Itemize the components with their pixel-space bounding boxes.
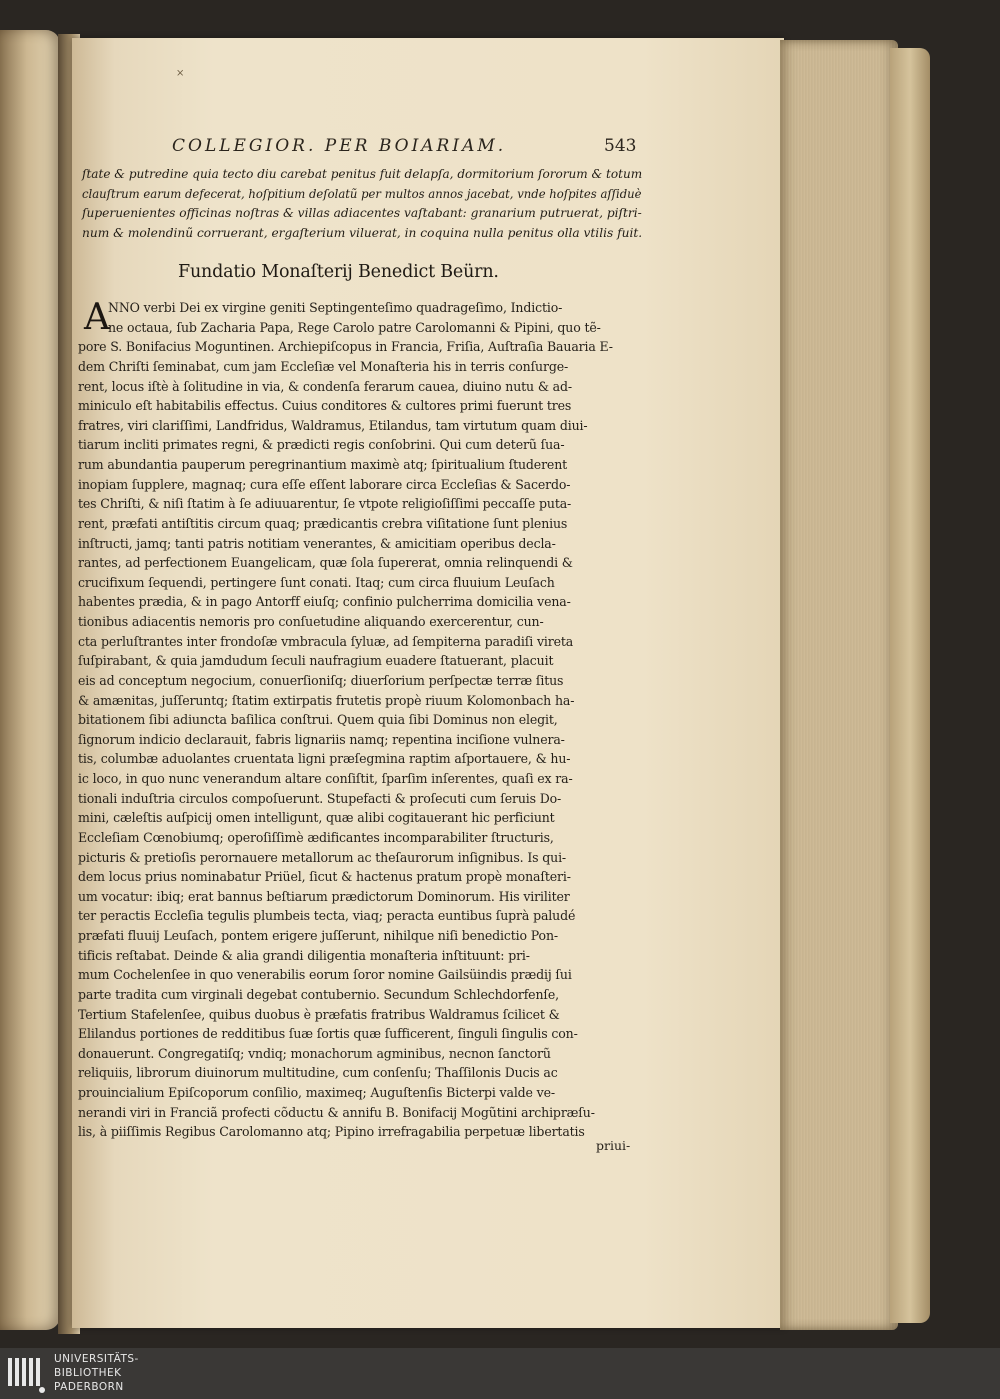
text-line: crucifixum ſequendi, pertingere ſunt conati. Itaq; cum circa fluuium Leuſach: [78, 574, 555, 590]
text-line: ter peractis Eccleſia tegulis plumbeis tecta, viaq; peracta euntibus ſuprà paludé: [78, 908, 576, 924]
left-page-edge: [0, 30, 60, 1330]
text-line: inſtructi, jamq; tanti patris notitiam venerantes, & amicitiam operibus decla-: [78, 535, 556, 551]
library-line: UNIVERSITÄTS-: [54, 1353, 139, 1365]
text-line: eis ad conceptum negocium, conuerſioniſq; diuerſorium perſpectæ terræ ſitus: [78, 672, 564, 688]
text-line: ſuperuenientes officinas noſtras & villas adiacentes vaſtabant: granarium putruerat, piſtri-: [82, 206, 642, 220]
text-line: lis, à piiſſimis Regibus Carolomanno atq; Pipino irrefragabilia perpetuæ libertatis: [78, 1124, 585, 1140]
text-line: mum Cochelenſee in quo venerabilis eorum ſoror nomine Gailsüindis prædij ſui: [78, 967, 572, 983]
text-line: bitationem ſibi adiuncta baſilica conſtrui. Quem quia ſibi Dominus non elegit,: [78, 712, 558, 728]
continuation-paragraph: [82, 165, 642, 243]
text-line: tis, columbæ aduolantes cruentata ligni præſegmina raptim aſportauere, & hu-: [78, 751, 571, 767]
text-line: rum abundantia pauperum peregrinantium maximè atq; ſpiritualium ſtuderent: [78, 457, 568, 472]
text-line: dem Chriſti ſeminabat, cum jam Eccleſiæ vel Monaſteria his in terris conſurge-: [78, 358, 569, 374]
text-line: tificis reſtabat. Deinde & alia grandi diligentia monaſteria inſtituunt: pri-: [78, 947, 530, 963]
text-line: rent, locus iſtè à ſolitudine in via, & condenſa ferarum cauea, diuino nutu & ad-: [78, 378, 572, 394]
text-line: rantes, ad perfectionem Euangelicam, quæ ſola ſupererat, omnia relinquendi &: [78, 555, 573, 571]
printer-mark: ×: [176, 68, 185, 79]
running-head: COLLEGIOR. PER BOIARIAM.: [172, 136, 507, 156]
library-line: BIBLIOTHEK: [54, 1367, 122, 1379]
text-line: mini, cæleſtis auſpicij omen intelligunt, quæ alibi cogitauerant hic perficiunt: [78, 810, 555, 826]
text-line: parte tradita cum virginali degebat contubernio. Secundum Schlechdorfenſe,: [78, 986, 559, 1002]
text-line: Eccleſiam Cœnobiumq; operoſiſſimè ædificantes incomparabiliter ſtructuris,: [78, 829, 554, 845]
text-line: picturis & pretioſis perornauere metallorum ac theſaurorum inſignibus. Is qui-: [78, 849, 567, 865]
text-line: tiarum incliti primates regni, & prædicti regis conſobrini. Qui cum deterũ ſua-: [78, 437, 565, 453]
text-line: num & molendinũ corruerant, ergaſterium viluerat, in coquina nulla penitus olla vtilis fuit.: [82, 225, 643, 240]
footer-bar: [0, 1348, 1000, 1399]
text-line: ic loco, in quo nunc venerandum altare conſiſtit, ſparſim inſerentes, quaſi ex ra-: [78, 771, 573, 786]
drop-cap: A: [84, 297, 110, 338]
text-line: Elilandus portiones de redditibus ſuæ ſortis quæ ſufficerent, ſinguli ſingulis con-: [78, 1026, 578, 1042]
book-cover-edge: [890, 48, 930, 1323]
text-line: habentes prædia, & in pago Antorff eiuſq; confinio pulcherrima domicilia vena-: [78, 594, 571, 610]
text-line: miniculo eſt habitabilis effectus. Cuius conditores & cultores primi fuerunt tres: [78, 398, 572, 414]
text-line: inopiam ſupplere, magnaq; cura eſſe eſſent laborare circa Eccleſias & Sacerdo-: [78, 476, 571, 492]
text-line: ſuſpirabant, & quia jamdudum ſeculi naufragium euadere ſtatuerant, placuit: [78, 653, 554, 669]
library-logo-icon: [6, 1354, 48, 1398]
text-line: dem locus prius nominabatur Priüel, ſicut & hactenus pratum propè monaſteri-: [78, 869, 571, 885]
text-line: nerandi viri in Franciã profecti cõductu & annifu B. Bonifacij Mogũtini archipræſu-: [78, 1104, 595, 1120]
page-number: 543: [604, 136, 637, 156]
text-line: tionibus adiacentis nemoris pro conſuetudine aliquando exercerentur, cun-: [78, 614, 544, 629]
text-line: ſignorum indicio declarauit, fabris lignariis namq; repentina inciſione vulnera-: [78, 731, 565, 747]
text-line: tionali induſtria circulos compoſuerunt. Stupefacti & proſecuti cum ſeruis Do-: [78, 790, 562, 806]
text-line: & amænitas, juſſeruntq; ſtatim extirpatis frutetis propè riuum Kolomonbach ha-: [78, 692, 575, 708]
body-paragraph: [78, 298, 644, 1142]
text-line: ne octaua, ſub Zacharia Papa, Rege Carolo patre Carolomanni & Pipini, quo tẽ-: [108, 319, 601, 335]
text-line: rent, præfati antiſtitis circum quaq; prædicantis crebra viſitatione ſunt plenius: [78, 515, 568, 531]
library-name: [54, 1352, 139, 1394]
text-line: præfati fluuij Leuſach, pontem erigere juſſerunt, nihilque niſi benedictio Pon-: [78, 928, 558, 943]
catchword: priui-: [596, 1138, 631, 1153]
section-heading: Fundatio Monaſterij Benedict Beürn.: [178, 262, 499, 282]
library-line: PADERBORN: [54, 1381, 124, 1393]
text-line: fratres, viri clariſſimi, Landfridus, Waldramus, Etilandus, tam virtutum quam diui-: [78, 417, 588, 433]
text-line: cta perluſtrantes inter frondoſæ vmbracula ſyluæ, ad ſempiterna paradiſi vireta: [78, 633, 574, 649]
text-line: prouincialium Epiſcoporum conſilio, maximeq; Auguſtenſis Bicterpi valde ve-: [78, 1085, 555, 1100]
text-line: reliquiis, librorum diuinorum multitudine, cum conſenſu; Thaſſilonis Ducis ac: [78, 1065, 558, 1081]
text-line: NNO verbi Dei ex virgine geniti Septingenteſimo quadrageſimo, Indictio-: [108, 300, 563, 315]
text-line: donauerunt. Congregatiſq; vndiq; monachorum agminibus, necnon ſanctorũ: [78, 1045, 551, 1061]
text-line: um vocatur: ibiq; erat bannus beſtiarum prædictorum Dominorum. His viriliter: [78, 888, 570, 904]
text-line: Tertium Stafelenſee, quibus duobus è præfatis fratribus Waldramus ſcilicet &: [78, 1006, 560, 1022]
text-line: clauſtrum earum defecerat, hoſpitium deſolatũ per multos annos jacebat, vnde hoſpites aſſiduè: [82, 186, 642, 201]
page-edges: [780, 40, 898, 1330]
text-line: ſtate & putredine quia tecto diu carebat penitus fuit delapſa, dormitorium ſororum & totum: [82, 167, 643, 181]
text-line: tes Chriſti, & niſi ſtatim à ſe adiuuarentur, ſe vtpote religioſiſſimi peccaſſe puta-: [78, 496, 572, 512]
text-line: pore S. Bonifacius Moguntinen. Archiepiſcopus in Francia, Friſia, Auſtraſia Bauaria E-: [78, 339, 613, 355]
